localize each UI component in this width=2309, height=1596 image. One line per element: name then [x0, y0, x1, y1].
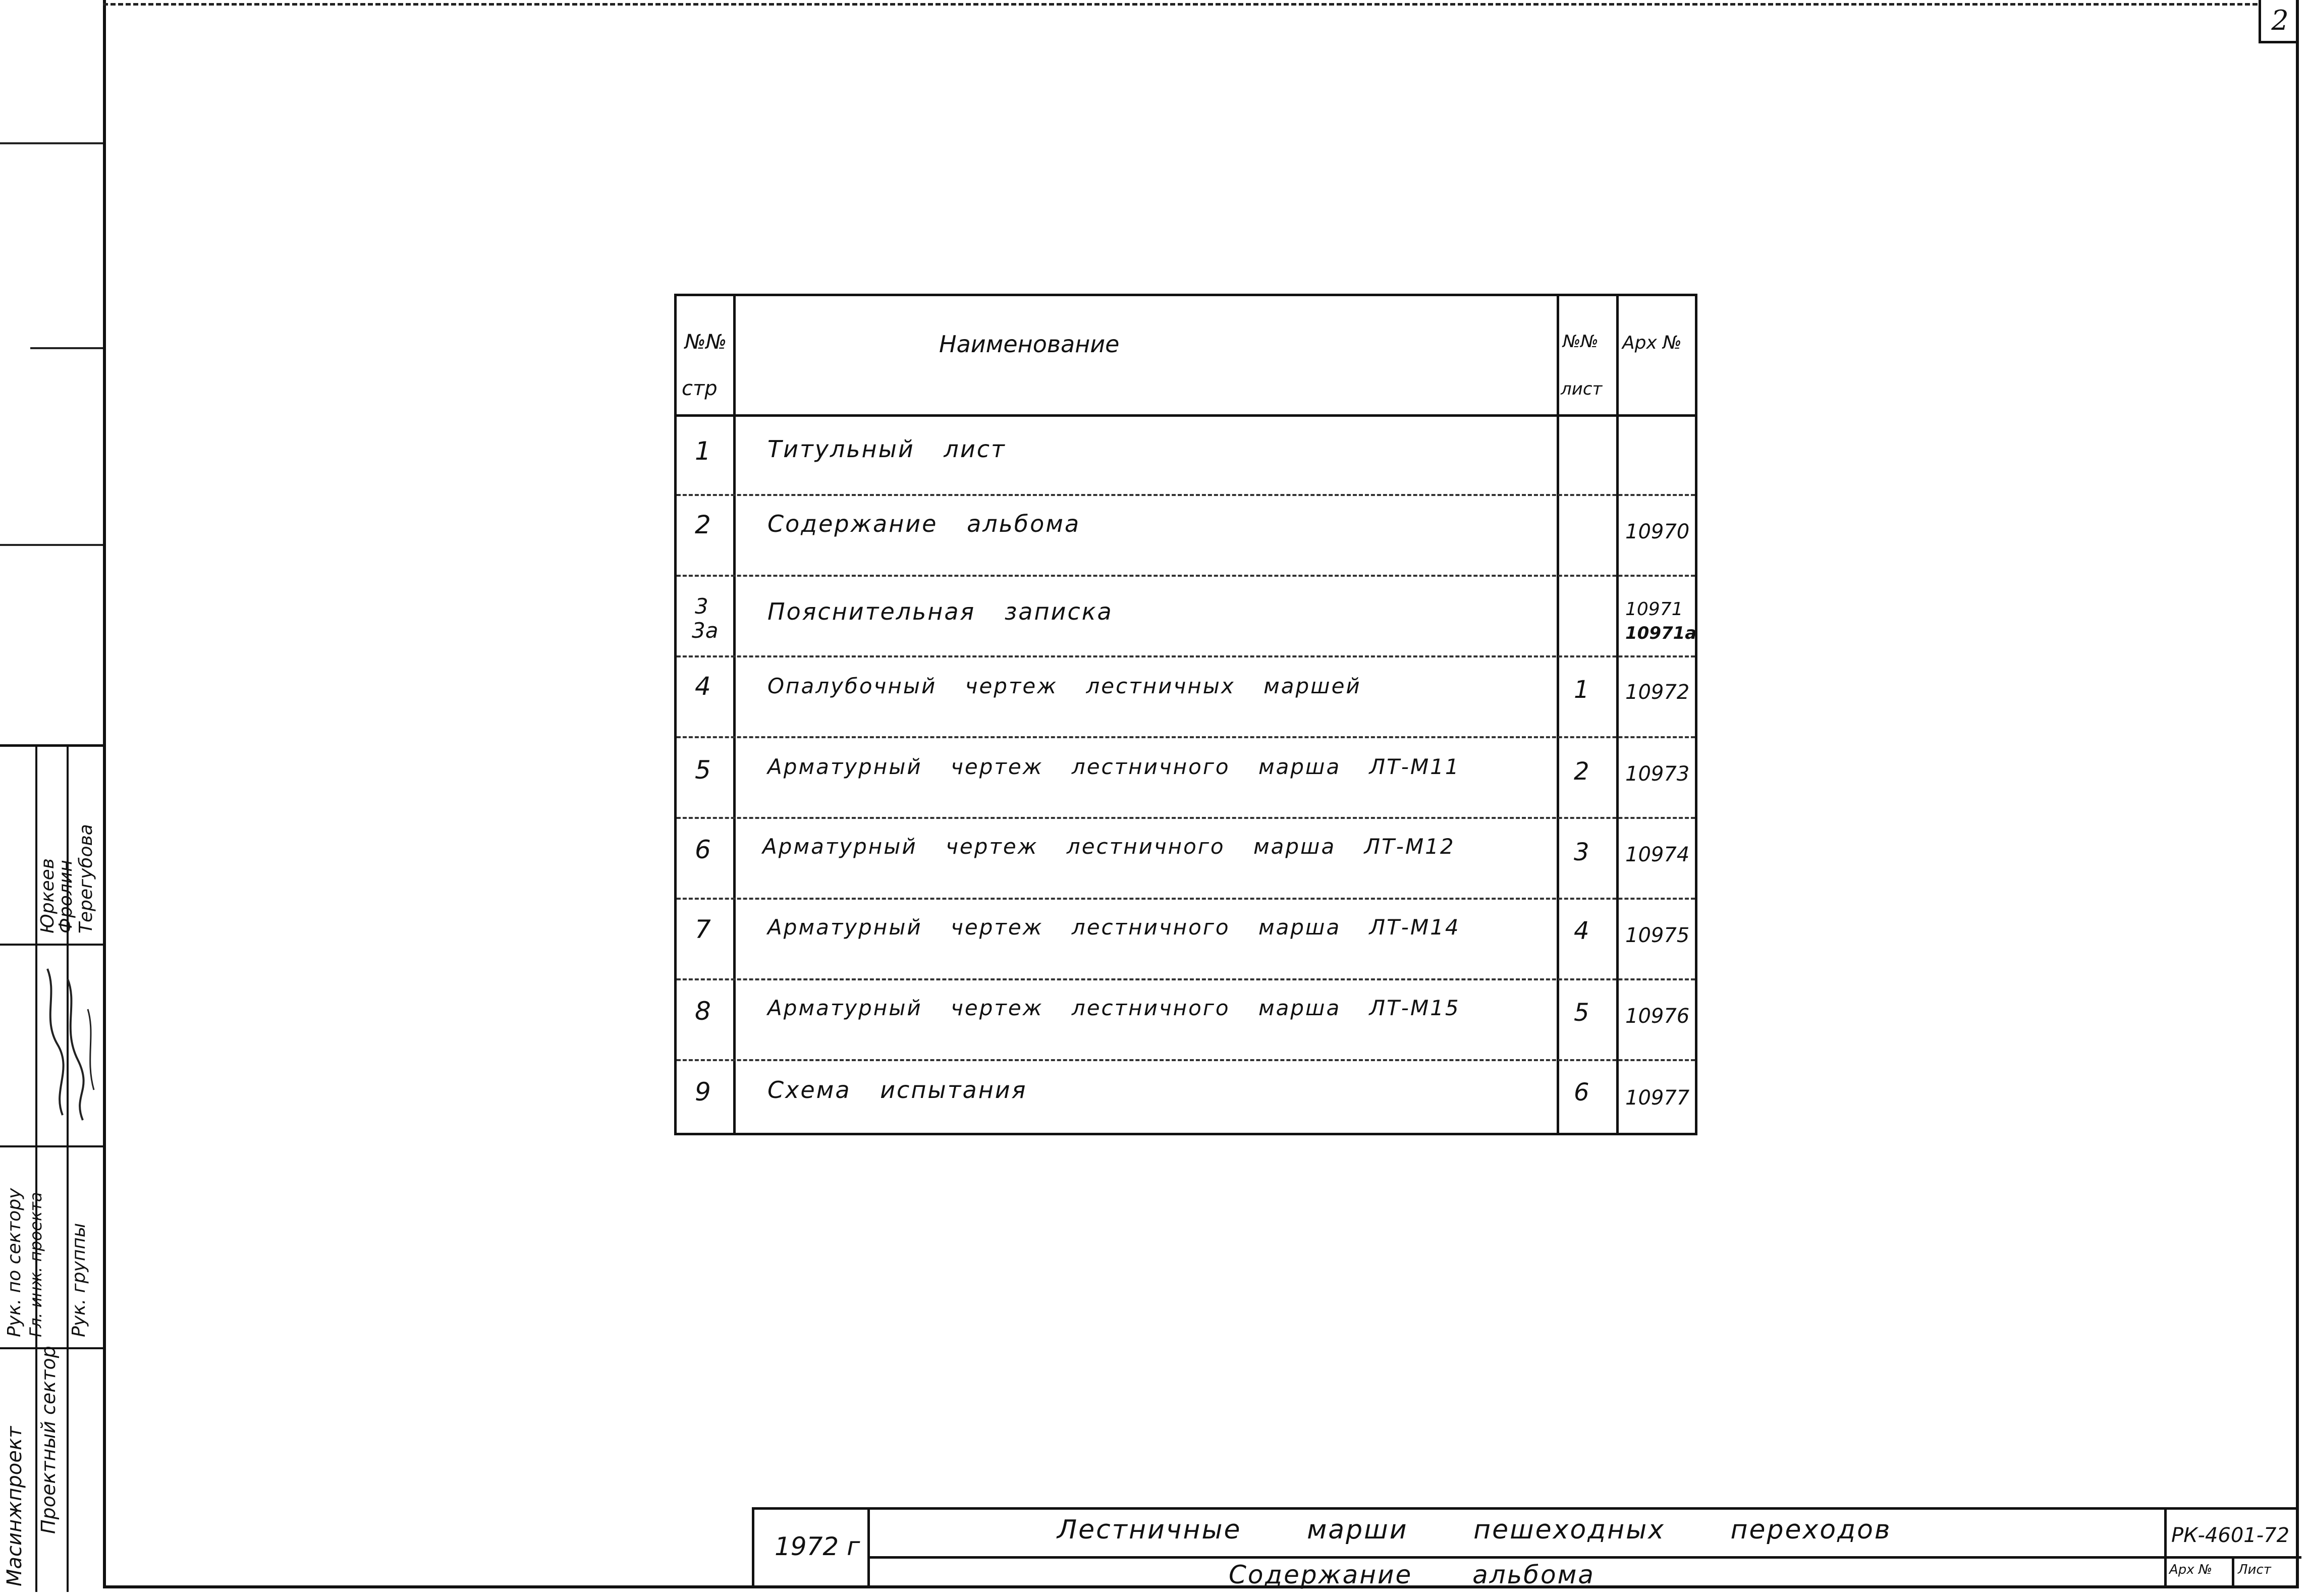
stamp-department: Проектный сектор	[37, 1346, 60, 1534]
row-page: 2	[695, 510, 711, 539]
title-doc-code: РК-4601-72	[2171, 1524, 2290, 1547]
column-divider	[1616, 296, 1619, 1133]
row-archive: 10971	[1625, 599, 1683, 620]
row-separator	[677, 978, 1695, 980]
header-name: Наименование	[939, 331, 1120, 358]
row-archive: 10975	[1625, 924, 1690, 947]
row-archive: 10974	[1625, 843, 1690, 866]
row-page: 3	[695, 594, 708, 619]
stamp-name: Фролин	[56, 860, 76, 933]
stamp-divider	[0, 944, 103, 946]
row-archive: 10976	[1625, 1005, 1690, 1028]
row-separator	[677, 1059, 1695, 1061]
row-page: 1	[695, 436, 711, 466]
row-page: 7	[695, 915, 711, 944]
row-separator	[677, 898, 1695, 900]
row-separator	[677, 575, 1695, 577]
row-sheet: 1	[1574, 676, 1589, 704]
signature-marks	[37, 949, 102, 1140]
header-sheet-no: №№	[1563, 332, 1599, 352]
row-name: Титульный лист	[767, 435, 1006, 463]
row-separator	[677, 655, 1695, 657]
stamp-role: Рук. группы	[69, 1223, 89, 1337]
row-name: Схема испытания	[767, 1076, 1027, 1104]
header-separator	[677, 414, 1695, 417]
title-block-divider	[2232, 1556, 2234, 1588]
row-page: 4	[695, 672, 711, 701]
row-archive: 10977	[1625, 1086, 1690, 1110]
row-separator	[677, 817, 1695, 819]
row-page: 9	[695, 1077, 711, 1107]
row-name: Содержание альбома	[767, 510, 1081, 537]
row-sheet: 5	[1574, 999, 1589, 1027]
title-block-divider	[867, 1510, 870, 1588]
title-subtitle: Содержание альбома	[1229, 1560, 1595, 1589]
margin-line	[0, 142, 103, 144]
sheet-number: 2	[2271, 5, 2289, 36]
header-page-label: стр	[682, 377, 718, 400]
stamp-role: Гл. инж. проекта	[26, 1192, 45, 1337]
title-arch-label: Арх №	[2169, 1562, 2212, 1577]
header-sheet-label: лист	[1561, 379, 1603, 399]
row-page: 5	[695, 755, 711, 785]
margin-line	[30, 347, 103, 349]
stamp-organization: Масинжпроект	[3, 1426, 26, 1586]
stamp-divider	[0, 1145, 103, 1147]
title-year: 1972 г	[775, 1532, 860, 1561]
column-divider	[733, 296, 736, 1133]
header-page-no: №№	[685, 331, 727, 354]
row-archive-sub: 10971а	[1625, 623, 1697, 643]
row-sheet: 2	[1574, 757, 1589, 786]
stamp-name: Юркеев	[37, 858, 58, 933]
top-border-line	[103, 3, 2258, 6]
row-name: Опалубочный чертеж лестничных маршей	[767, 674, 1361, 698]
row-name: Арматурный чертеж лестничного марша ЛТ-М15	[767, 996, 1460, 1020]
row-page: 6	[695, 835, 711, 864]
left-margin-strip	[0, 0, 103, 1596]
title-block-divider	[2164, 1510, 2167, 1588]
row-sheet: 3	[1574, 838, 1589, 866]
column-divider	[1557, 296, 1559, 1133]
row-name: Арматурный чертеж лестничного марша ЛТ-М14	[767, 915, 1460, 940]
title-block	[752, 1507, 2299, 1588]
header-archive-no: Арх №	[1622, 333, 1682, 353]
title-main: Лестничные марши пешеходных переходов	[1057, 1515, 1892, 1545]
row-name: Арматурный чертеж лестничного марша ЛТ-М12	[762, 834, 1455, 859]
row-sheet: 6	[1574, 1078, 1589, 1107]
title-sheet-label: Лист	[2238, 1562, 2271, 1577]
title-block-divider	[867, 1556, 2301, 1559]
row-sheet: 4	[1574, 917, 1589, 945]
row-page: 8	[695, 997, 711, 1026]
row-page-sub: 3а	[692, 618, 719, 643]
stamp-role: Рук. по сектору	[4, 1188, 25, 1337]
row-archive: 10970	[1625, 520, 1690, 543]
left-approval-stamp	[0, 744, 103, 1592]
margin-line	[0, 544, 103, 546]
row-separator	[677, 736, 1695, 738]
row-archive: 10972	[1625, 681, 1690, 704]
sheet-number-box	[2259, 0, 2299, 43]
row-archive: 10973	[1625, 762, 1690, 786]
row-name: Арматурный чертеж лестничного марша ЛТ-М11	[767, 754, 1460, 779]
row-separator	[677, 494, 1695, 496]
row-name: Пояснительная записка	[767, 598, 1113, 625]
contents-table	[674, 294, 1697, 1135]
stamp-name: Терегубова	[76, 824, 96, 933]
